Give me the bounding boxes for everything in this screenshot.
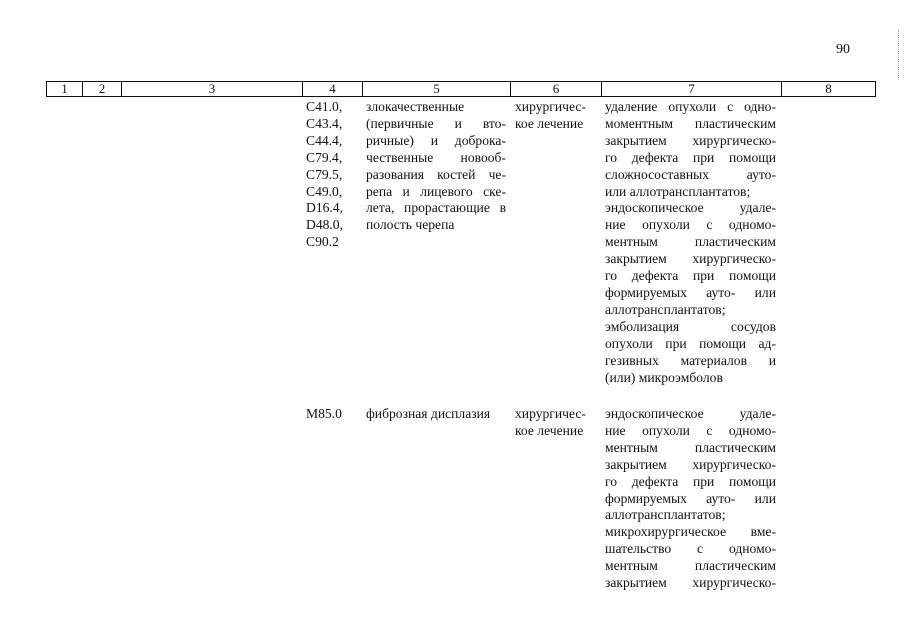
- method-line: закрытием хирургическо-: [605, 456, 776, 472]
- method-line: опухоли при помощи ад-: [605, 335, 776, 351]
- treatment-type-line: кое лечение: [515, 115, 584, 131]
- header-col-5: 5: [363, 82, 511, 96]
- method-line: аллотрансплантатов;: [605, 301, 726, 317]
- row-2-codes: [306, 406, 358, 423]
- row-1-codes: [306, 99, 358, 251]
- method-line: ние опухоли с одномо-: [605, 422, 776, 438]
- code-line: C41.0,: [306, 99, 343, 114]
- method-line: сложносоставных ауто-: [605, 166, 776, 182]
- method-line: эндоскопическое удале-: [605, 406, 776, 421]
- method-line: ментным пластическим: [605, 558, 776, 574]
- header-col-3: 3: [122, 82, 303, 96]
- diagnosis-line: полость черепа: [366, 217, 455, 233]
- method-line: шательство с одномо-: [605, 541, 776, 557]
- method-line: эндоскопическое удале-: [605, 200, 776, 216]
- code-line: C79.5,: [306, 166, 343, 182]
- header-col-6: 6: [511, 82, 602, 96]
- diagnosis-line: фиброзная дисплазия: [366, 406, 491, 421]
- treatment-type-line: кое лечение: [515, 422, 584, 438]
- method-line: ментным пластическим: [605, 439, 776, 455]
- code-line: C44.4,: [306, 132, 343, 148]
- method-line: моментным пластическим: [605, 115, 776, 131]
- method-line: ментным пластическим: [605, 234, 776, 250]
- method-line: формируемых ауто- или: [605, 490, 776, 506]
- code-line: D48.0,: [306, 217, 344, 233]
- header-col-2: 2: [83, 82, 122, 96]
- code-line: C90.2: [306, 234, 339, 250]
- header-col-7: 7: [602, 82, 782, 96]
- method-line: закрытием хирургическо-: [605, 575, 776, 591]
- diagnosis-line: злокачественные: [366, 99, 465, 114]
- table-header-row: [46, 81, 876, 97]
- treatment-type-line: хирургичес-: [515, 99, 586, 114]
- row-1-method: [605, 99, 776, 386]
- row-2-method: [605, 406, 776, 592]
- code-line: C79.4,: [306, 149, 343, 165]
- code-line: D16.4,: [306, 200, 344, 216]
- header-col-1: 1: [47, 82, 83, 96]
- diagnosis-line: лета, прорастающие в: [366, 200, 506, 216]
- method-line: или аллотрансплантатов;: [605, 183, 751, 199]
- method-line: ние опухоли с одномо-: [605, 217, 776, 233]
- row-2-treatment-type: [515, 406, 599, 440]
- method-line: го дефекта при помощи: [605, 268, 776, 284]
- diagnosis-line: репа и лицевого ске-: [366, 183, 506, 199]
- method-line: закрытием хирургическо-: [605, 132, 776, 148]
- method-line: удаление опухоли с одно-: [605, 99, 776, 114]
- header-col-4: 4: [303, 82, 363, 96]
- code-line: C49.0,: [306, 183, 343, 199]
- method-line: формируемых ауто- или: [605, 284, 776, 300]
- code-line: M85.0: [306, 406, 342, 421]
- treatment-type-line: хирургичес-: [515, 406, 586, 421]
- page-number: 90: [836, 42, 850, 57]
- scan-edge-mark: [898, 30, 900, 80]
- row-2-diagnosis: [366, 406, 506, 423]
- method-line: микрохирургическое вме-: [605, 524, 776, 540]
- row-1-diagnosis: [366, 99, 506, 234]
- row-1-treatment-type: [515, 99, 599, 133]
- header-col-8: 8: [825, 81, 832, 96]
- diagnosis-line: разования костей че-: [366, 166, 506, 182]
- method-line: закрытием хирургическо-: [605, 251, 776, 267]
- diagnosis-line: ричные) и доброка-: [366, 132, 506, 148]
- diagnosis-line: чественные новооб-: [366, 149, 506, 165]
- method-line: (или) микроэмболов: [605, 369, 723, 385]
- method-line: эмболизация сосудов: [605, 318, 776, 334]
- method-line: аллотрансплантатов;: [605, 507, 726, 523]
- code-line: C43.4,: [306, 115, 343, 131]
- method-line: го дефекта при помощи: [605, 149, 776, 165]
- method-line: гезивных материалов и: [605, 352, 776, 368]
- method-line: го дефекта при помощи: [605, 473, 776, 489]
- diagnosis-line: (первичные и вто-: [366, 115, 506, 131]
